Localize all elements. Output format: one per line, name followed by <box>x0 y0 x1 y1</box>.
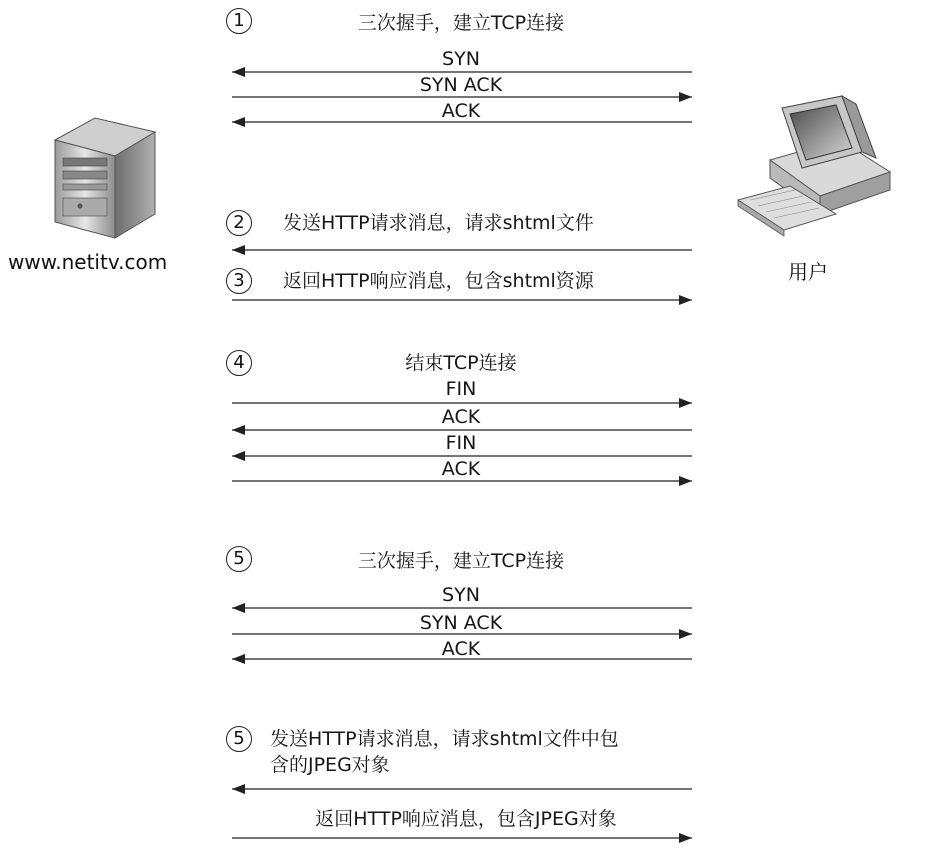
message-label: SYN <box>442 584 480 606</box>
step-2-number: 2 <box>226 210 252 236</box>
server-label: www.netitv.com <box>8 250 168 274</box>
step-6-title-line-1: 发送HTTP请求消息，请求shtml文件中包 <box>270 728 619 750</box>
step-4-title: 结束TCP连接 <box>405 352 517 374</box>
message-label: ACK <box>441 406 481 428</box>
message-label: FIN <box>445 378 477 400</box>
step-5-number: 5 <box>226 546 252 572</box>
step-6-title-line-2: 含的JPEG对象 <box>270 754 390 776</box>
message-label: ACK <box>441 458 481 480</box>
message-label: SYN ACK <box>419 74 503 96</box>
step-2-title: 发送HTTP请求消息，请求shtml文件 <box>283 212 594 234</box>
step-5-title: 三次握手，建立TCP连接 <box>357 550 565 572</box>
arrow-to-server <box>232 245 692 255</box>
step-1-title: 三次握手，建立TCP连接 <box>357 12 565 34</box>
step-4-number: 4 <box>226 350 252 376</box>
step-3-number: 3 <box>226 268 252 294</box>
message-label: ACK <box>441 638 481 660</box>
arrow-to-server <box>232 784 692 794</box>
message-label: SYN ACK <box>419 612 503 634</box>
message-label: ACK <box>441 100 481 122</box>
step-6-number: 5 <box>226 726 252 752</box>
step-7-title: 返回HTTP响应消息，包含JPEG对象 <box>315 808 617 830</box>
message-label: FIN <box>445 432 477 454</box>
step-1-number: 1 <box>226 8 252 34</box>
message-label: SYN <box>442 48 480 70</box>
step-3-title: 返回HTTP响应消息，包含shtml资源 <box>283 270 594 292</box>
arrow-to-client <box>232 833 692 843</box>
arrow-to-client <box>232 295 692 305</box>
client-label: 用户 <box>788 260 828 284</box>
